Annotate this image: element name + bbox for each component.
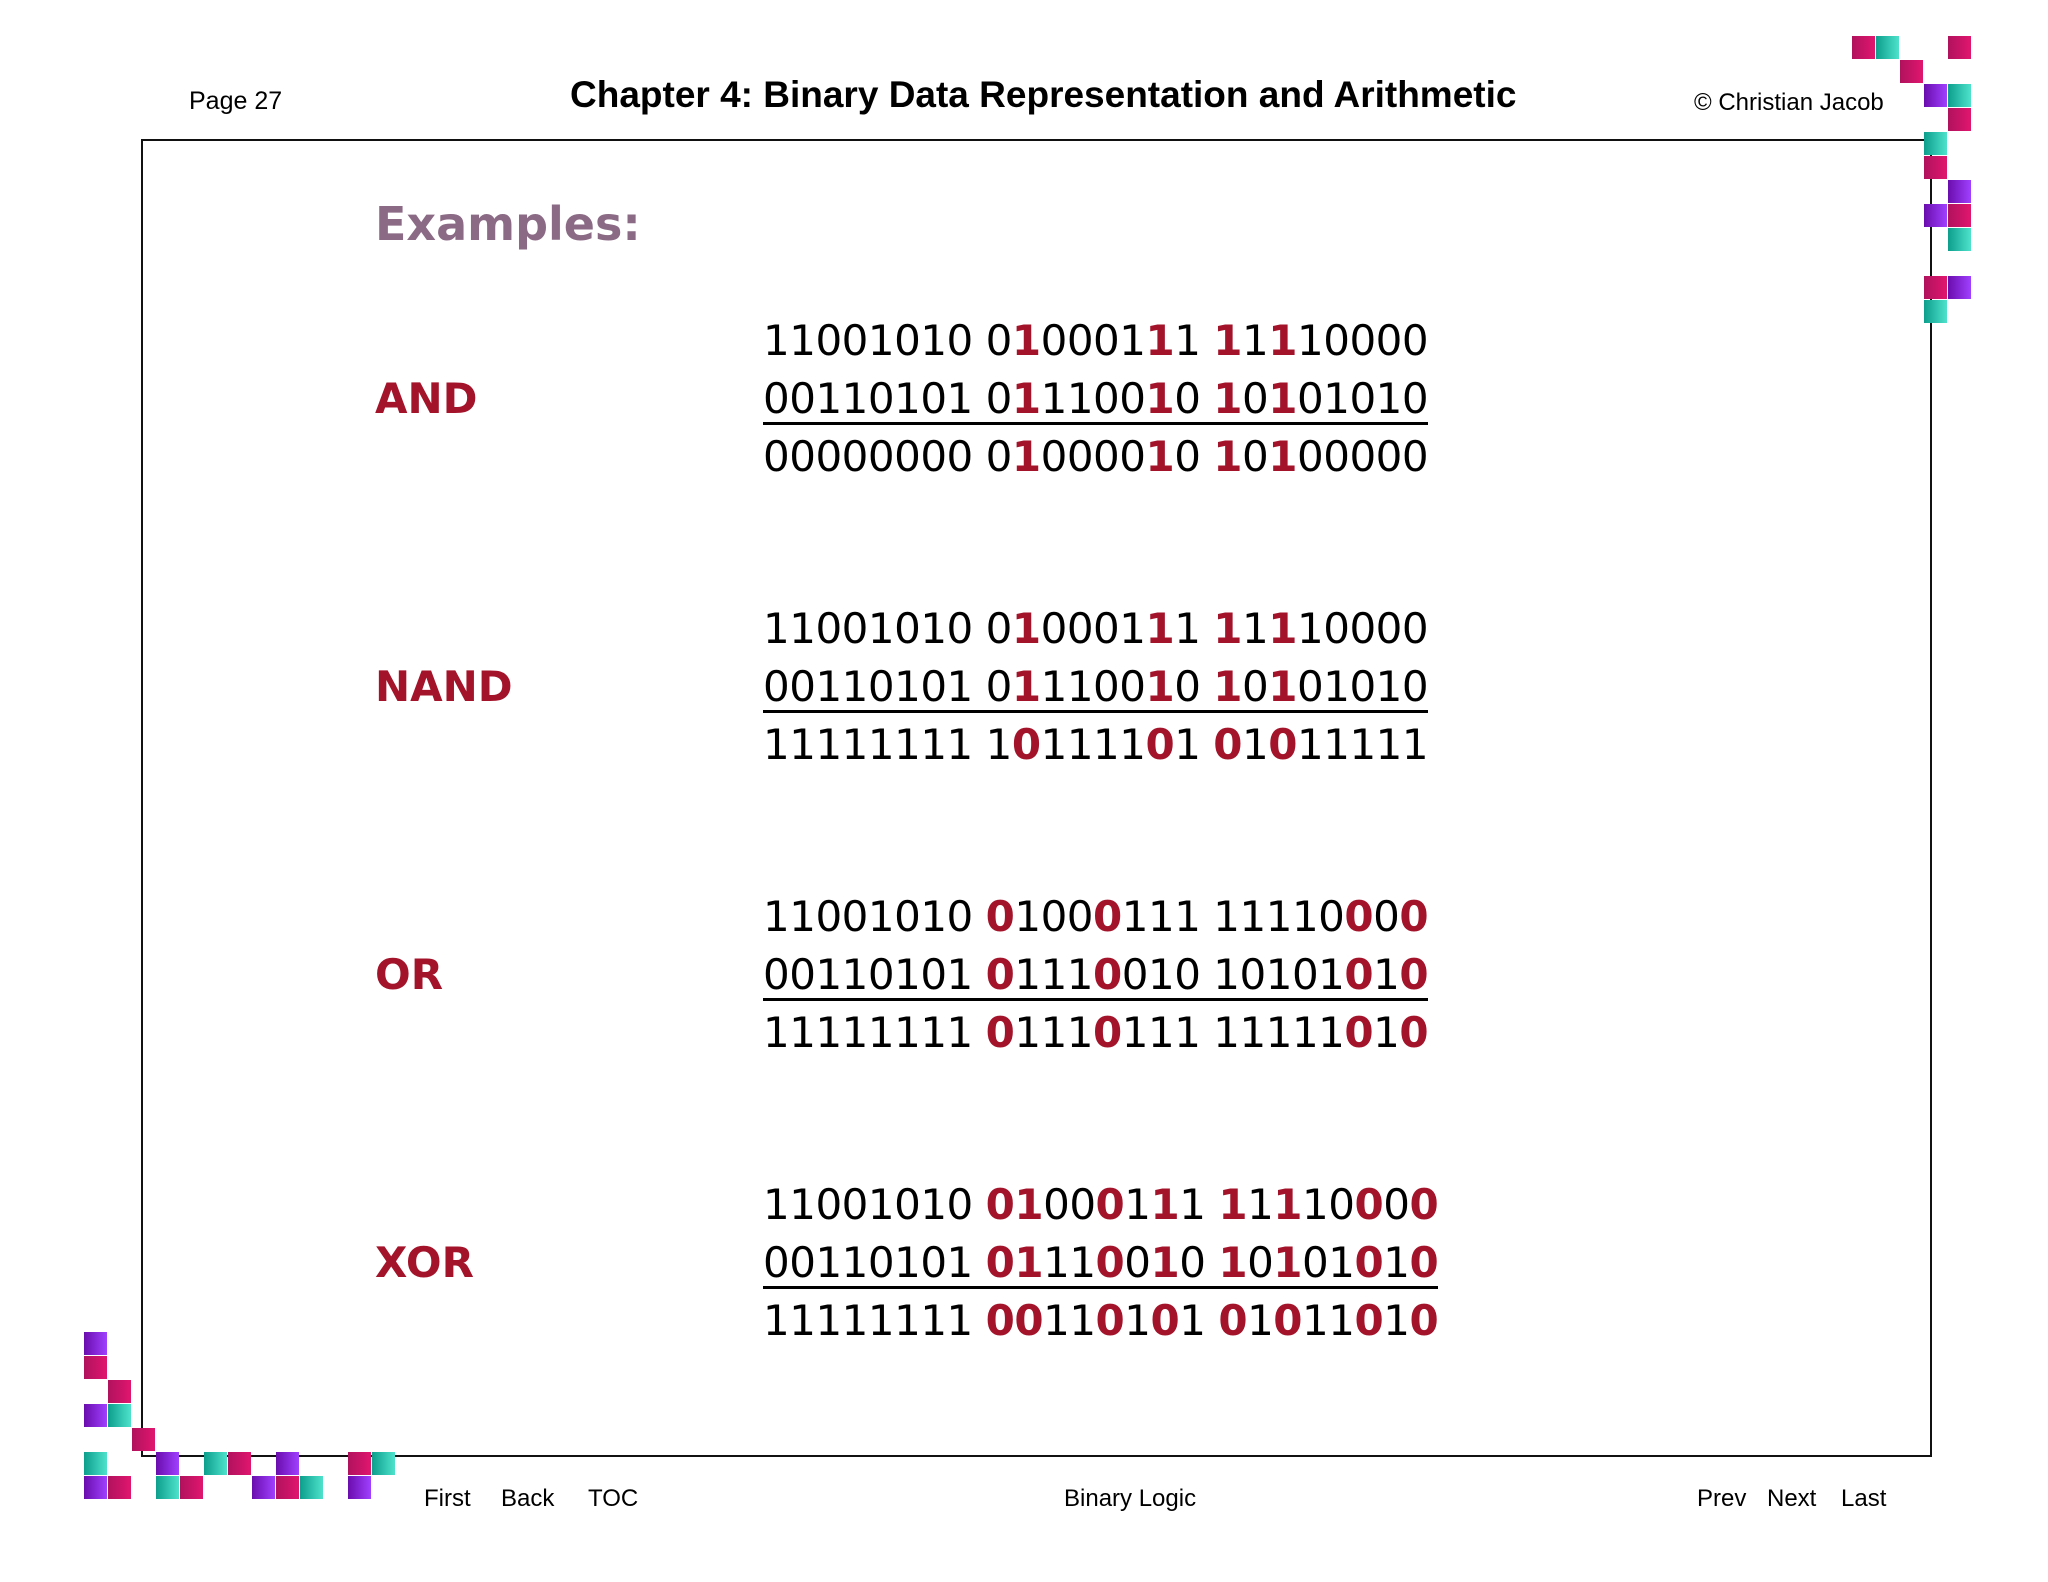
operator-label-xor: XOR	[375, 1238, 474, 1287]
last-link[interactable]: Last	[1841, 1485, 1887, 1512]
bit-row-or-2: 00110101 01110010 10101010	[763, 950, 1429, 999]
bit-row-nand-3: 11111111 10111101 01011111	[763, 720, 1429, 769]
back-link[interactable]: Back	[501, 1485, 555, 1512]
section-title: Binary Logic	[1064, 1485, 1197, 1512]
bit-row-and-3: 00000000 01000010 10100000	[763, 432, 1429, 481]
operator-label-and: AND	[375, 374, 478, 423]
copyright: © Christian Jacob	[1694, 89, 1884, 116]
bit-row-and-2: 00110101 01110010 10101010	[763, 374, 1429, 423]
operator-label-or: OR	[375, 950, 444, 999]
bit-row-or-1: 11001010 01000111 11110000	[763, 892, 1429, 941]
page-number: Page 27	[189, 87, 283, 115]
first-link[interactable]: First	[424, 1485, 471, 1512]
bit-row-or-3: 11111111 01110111 11111010	[763, 1008, 1429, 1057]
toc-link[interactable]: TOC	[588, 1485, 639, 1512]
bit-row-xor-3: 11111111 00110101 01011010	[763, 1296, 1439, 1345]
prev-link[interactable]: Prev	[1697, 1485, 1747, 1512]
operator-label-nand: NAND	[375, 662, 513, 711]
bit-row-and-1: 11001010 01000111 11110000	[763, 316, 1429, 365]
next-link[interactable]: Next	[1767, 1485, 1817, 1512]
chapter-title: Chapter 4: Binary Data Representation and Arithmetic	[570, 74, 1517, 115]
bit-row-nand-2: 00110101 01110010 10101010	[763, 662, 1429, 711]
examples-heading: Examples:	[375, 197, 641, 251]
bit-row-xor-2: 00110101 01110010 10101010	[763, 1238, 1439, 1287]
bit-row-nand-1: 11001010 01000111 11110000	[763, 604, 1429, 653]
bit-row-xor-1: 11001010 01000111 11110000	[763, 1180, 1439, 1229]
